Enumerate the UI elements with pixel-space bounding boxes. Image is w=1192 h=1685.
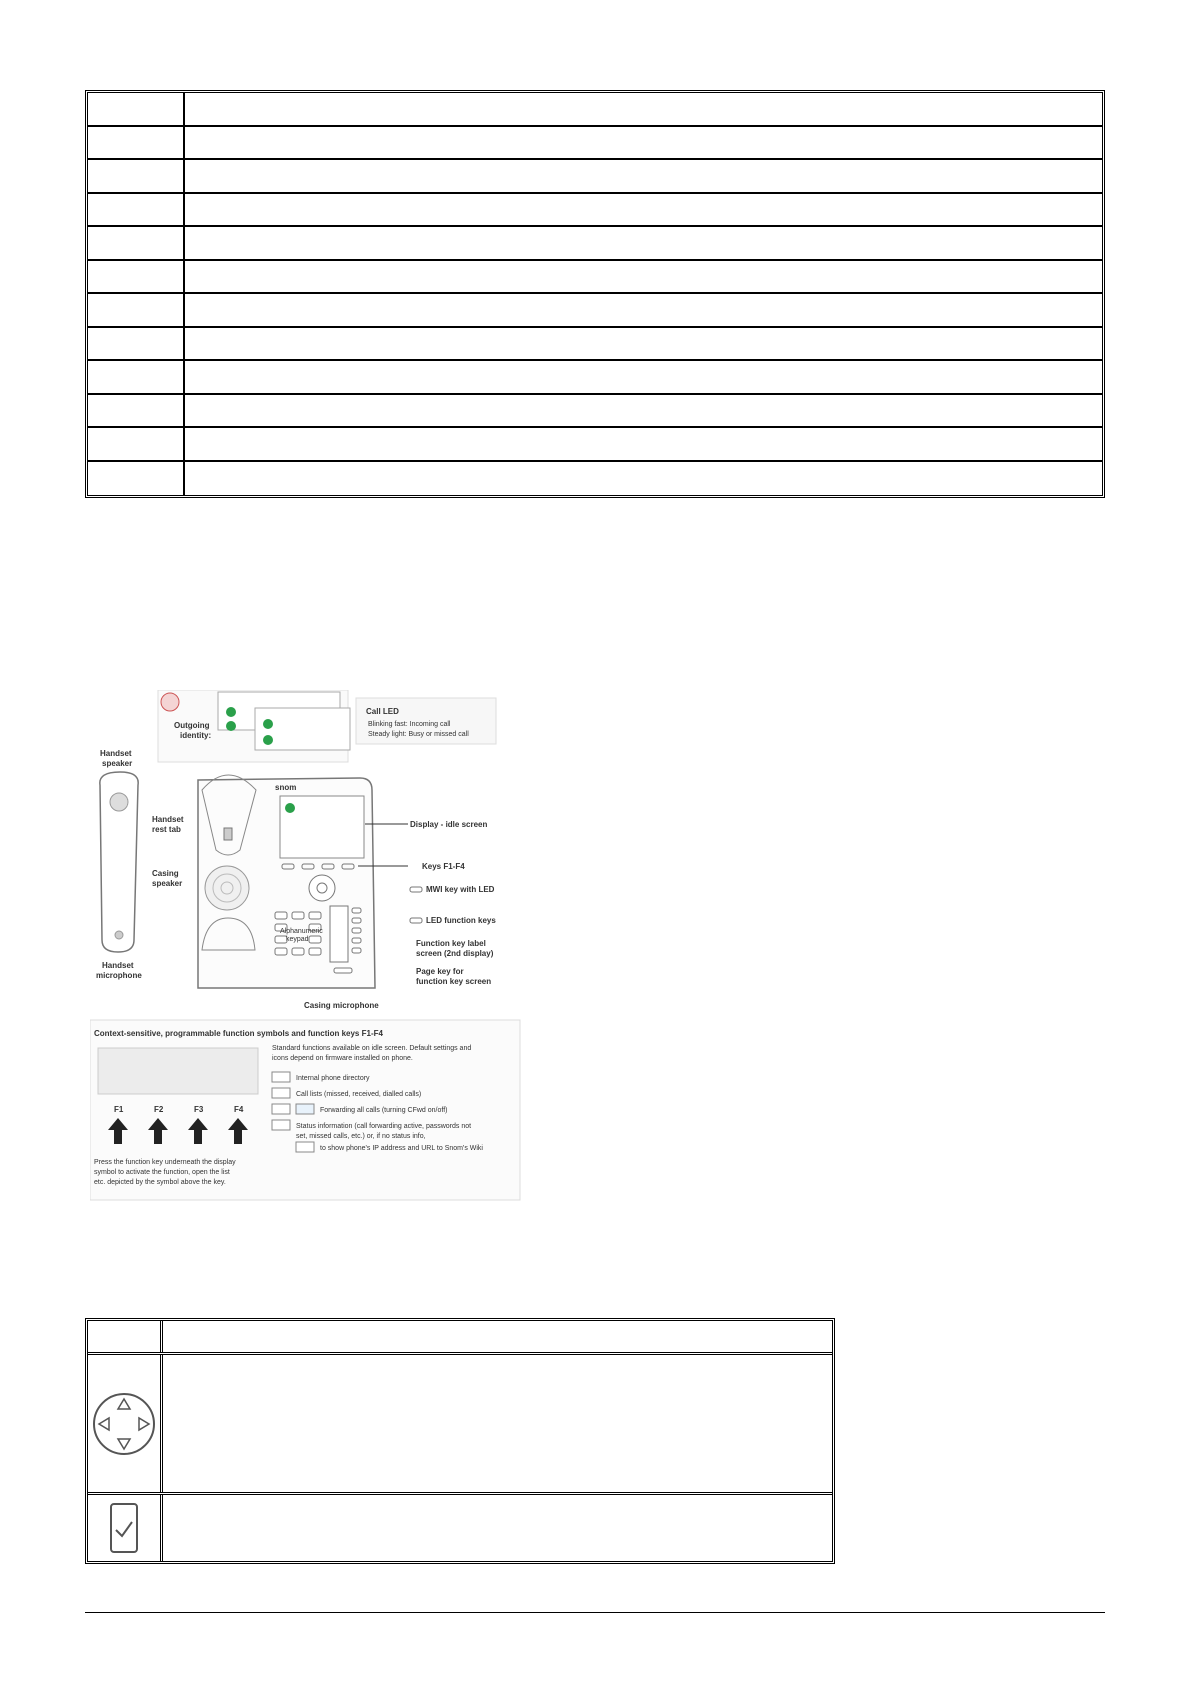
page-key-label-1: Page key for [416,967,464,976]
press-note-1: Press the function key underneath the display [94,1159,236,1166]
table-row [88,328,1102,362]
casing-speaker-label-1: Casing [152,869,179,878]
casing-mic-label: Casing microphone [304,1001,379,1010]
table-row [88,194,1102,228]
legend-forwarding: Forwarding all calls (turning CFwd on/off) [320,1107,448,1114]
footer-rule [85,1612,1105,1613]
table-row [88,160,1102,194]
rest-tab-label-1: Handset [152,815,184,824]
table-row [88,1321,832,1355]
page-key-label-2: function key screen [416,977,492,986]
handset-speaker-label-2: speaker [102,759,133,768]
fkey-f1: F1 [114,1105,124,1114]
casing-speaker [205,866,249,910]
call-led-title: Call LED [366,707,399,716]
alphanumeric-label-2: keypad [286,936,309,943]
status-icon [272,1120,290,1130]
led-function-keys-label: LED function keys [426,916,496,925]
table-row [88,261,1102,295]
table-row [88,395,1102,429]
standard-functions-1: Standard functions available on idle screen. Default settings and [272,1045,472,1052]
nav-key-icon [161,693,179,711]
idle-screen-sample [98,1048,258,1094]
keys-f1-f4-label: Keys F1-F4 [422,862,465,871]
table-row [88,93,1102,127]
function-key-label-2: screen (2nd display) [416,949,494,958]
fkey-f4: F4 [234,1105,244,1114]
handset-mic-label-1: Handset [102,961,134,970]
table-row [88,227,1102,261]
call-list-icon [272,1088,290,1098]
legend-status-3: to show phone's IP address and URL to Snom's Wiki [320,1145,483,1152]
checkmark-key-icon [107,1500,141,1556]
bottom-table [85,1318,835,1564]
brand-logo: snom [275,783,297,792]
standard-functions-2: icons depend on firmware installed on phone. [272,1055,413,1062]
forward-icon [272,1104,290,1114]
display-idle-label: Display - idle screen [410,820,488,829]
outgoing-identity-label-1: Outgoing [174,721,210,730]
legend-status-2: set, missed calls, etc.) or, if no status info, [296,1133,426,1140]
handset-speaker-grille [110,793,128,811]
top-table [85,90,1105,498]
outgoing-identity-label-2: identity: [180,731,212,740]
alphanumeric-label-1: Alphanumeric [280,928,323,935]
table-row [88,361,1102,395]
legend-directory: Internal phone directory [296,1075,370,1082]
handset-mic [115,931,123,939]
page-key [334,968,352,973]
table-row [88,127,1102,161]
directory-icon [272,1072,290,1082]
navigation-key-icon [91,1391,157,1457]
fkey-f3: F3 [194,1105,204,1114]
handset-mic-label-2: microphone [96,971,142,980]
casing-speaker-label-2: speaker [152,879,183,888]
press-note-2: symbol to activate the function, open the list [94,1169,230,1176]
table-row [88,1495,832,1561]
table-row [88,462,1102,496]
mwi-key-label: MWI key with LED [426,885,495,894]
table-row [88,294,1102,328]
function-key-label-1: Function key label [416,939,486,948]
fkey-f2: F2 [154,1105,164,1114]
legend-call-lists: Call lists (missed, received, dialled calls) [296,1091,422,1098]
second-display [330,906,348,962]
call-led-item-2: Steady light: Busy or missed call [368,731,469,738]
info-icon [296,1142,314,1152]
context-title: Context-sensitive, programmable function symbols and function keys F1-F4 [94,1029,383,1038]
press-note-3: etc. depicted by the symbol above the key. [94,1179,226,1186]
rest-tab-label-2: rest tab [152,825,181,834]
table-row [88,428,1102,462]
handset-speaker-label-1: Handset [100,749,132,758]
phone-diagram [90,690,530,1210]
table-row [88,1355,832,1495]
forward-active-icon [296,1104,314,1114]
call-led-item-1: Blinking fast: Incoming call [368,721,451,728]
handset-rest-tab [224,828,232,840]
legend-status-1: Status information (call forwarding active, passwords not [296,1123,472,1130]
